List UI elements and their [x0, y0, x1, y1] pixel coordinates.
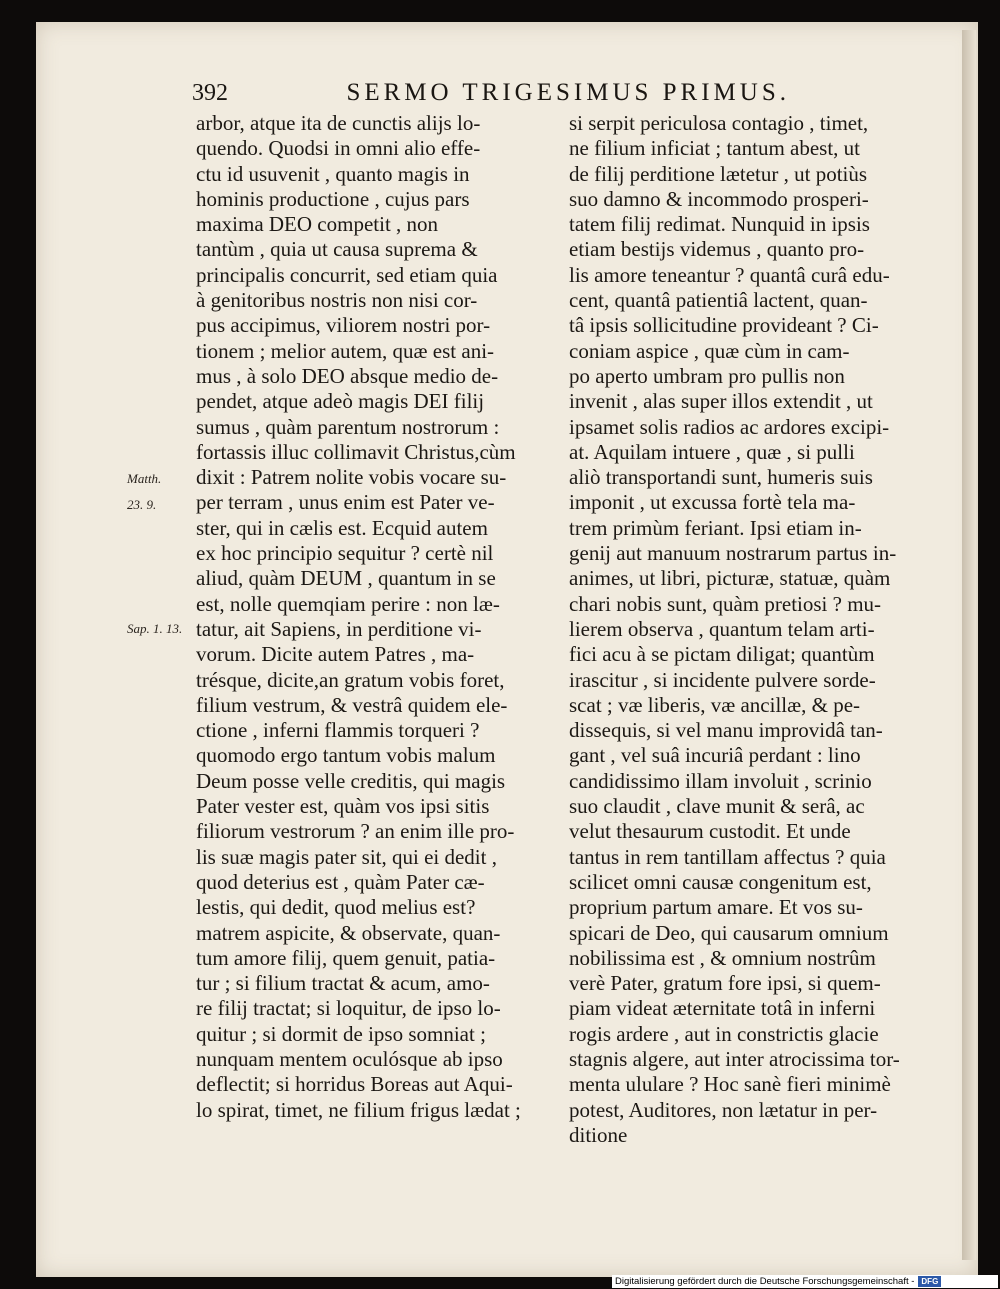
text-line: rogis ardere , aut in constrictis glacie [569, 1021, 879, 1046]
text-line: est, nolle quemqiam perire : non læ- [196, 591, 500, 616]
page-edge [962, 30, 976, 1260]
text-line: ctione , inferni flammis torqueri ? [196, 718, 480, 743]
text-line: quomodo ergo tantum vobis malum [196, 743, 496, 768]
text-line: ctu id usuvenit , quanto magis in [196, 161, 470, 186]
text-line: mus , à solo DEO absque medio de- [196, 363, 499, 388]
text-line: potest, Auditores, non lætatur in per- [569, 1097, 878, 1122]
text-line: tur ; si filium tractat & acum, amo- [196, 971, 490, 996]
text-line: gant , vel suâ incuriâ perdant : lino [569, 743, 861, 768]
text-line: lo spirat, timet, ne filium frigus lædat ; [196, 1097, 521, 1122]
text-line: Pater vester est, quàm vos ipsi sitis [196, 794, 490, 819]
text-line: aliò transportandi sunt, humeris suis [569, 465, 873, 490]
text-line: cent, quantâ patientiâ lactent, quan- [569, 288, 868, 313]
text-line: dixit : Patrem nolite vobis vocare su- [196, 465, 507, 490]
marginal-note: Matth. [127, 471, 162, 486]
text-line: matrem aspicite, & observate, quan- [196, 920, 501, 945]
text-line: candidissimo illam involuit , scrinio [569, 768, 872, 793]
text-line: nobilissima est , & omnium nostrûm [569, 945, 876, 970]
right-text-column [569, 111, 933, 1148]
text-line: pendet, atque adeò magis DEI filij [196, 389, 485, 414]
text-line: per terram , unus enim est Pater ve- [196, 490, 495, 515]
text-line: trem primùm feriant. Ipsi etiam in- [569, 515, 862, 540]
text-line: ipsamet solis radios ac ardores excipi- [569, 414, 890, 439]
text-line: lis suæ magis pater sit, qui ei dedit , [196, 844, 497, 869]
text-line: etiam bestijs videmus , quanto pro- [569, 237, 865, 262]
text-line: verè Pater, gratum fore ipsi, si quem- [569, 971, 881, 996]
text-line: piam videat æternitate totâ in inferni [569, 996, 876, 1021]
text-line: filium vestrum, & vestrâ quidem ele- [196, 692, 508, 717]
running-head: SERMO TRIGESIMUS PRIMUS. [346, 79, 790, 106]
text-line: scat ; væ liberis, væ ancillæ, & pe- [569, 692, 861, 717]
text-line: quitur ; si dormit de ipso somniat ; [196, 1021, 486, 1046]
text-line: fici acu à se pictam diligat; quantùm [569, 642, 875, 667]
text-line: nunquam mentem oculósque ab ipso [196, 1046, 503, 1071]
text-line: ex hoc principio sequitur ? certè nil [196, 541, 494, 566]
text-line: ne filium inficiat ; tantum abest, ut [569, 136, 861, 161]
text-line: coniam aspice , quæ cùm in cam- [569, 338, 850, 363]
text-line: stagnis algere, aut inter atrocissima tor- [569, 1046, 900, 1071]
text-line: genij aut manuum nostrarum partus in- [569, 541, 897, 566]
text-line: menta ululare ? Hoc sanè fieri minimè [569, 1072, 891, 1097]
credit-text: Digitalisierung gefördert durch die Deutsche Forschungsgemeinschaft - [615, 1276, 915, 1287]
text-line: hominis productione , cujus pars [196, 186, 470, 211]
text-line: si serpit periculosa contagio , timet, [569, 111, 869, 135]
text-line: spicari de Deo, qui causarum omnium [569, 920, 889, 945]
page-header [192, 79, 790, 113]
text-line: invenit , alas super illos extendit , ut [569, 389, 873, 414]
text-line: scilicet omni causæ congenitum est, [569, 869, 872, 894]
text-line: principalis concurrit, sed etiam quia [196, 262, 498, 287]
text-line: Deum posse velle creditis, qui magis [196, 768, 506, 793]
text-line: filiorum vestrorum ? an enim ille pro- [196, 819, 515, 844]
text-line: ster, qui in cælis est. Ecquid autem [196, 515, 488, 540]
text-line: à genitoribus nostris non nisi cor- [196, 288, 478, 313]
text-line: suo damno & incommodo prosperi- [569, 186, 869, 211]
text-line: proprium partum amare. Et vos su- [569, 895, 863, 920]
text-line: quendo. Quodsi in omni alio effe- [196, 136, 481, 161]
text-line: velut thesaurum custodit. Et unde [569, 819, 851, 844]
text-line: tatur, ait Sapiens, in perditione vi- [196, 616, 482, 641]
text-line: maxima DEO competit , non [196, 212, 439, 237]
dfg-logo: DFG [918, 1276, 941, 1287]
text-line: ditione [569, 1122, 628, 1147]
text-line: re filij tractat; si loquitur, de ipso lo- [196, 996, 501, 1021]
text-line: lis amore teneantur ? quantâ curâ edu- [569, 262, 890, 287]
text-line: tantus in rem tantillam affectus ? quia [569, 844, 886, 869]
text-line: fortassis illuc collimavit Christus,cùm [196, 439, 516, 464]
text-line: pus accipimus, viliorem nostri por- [196, 313, 491, 338]
left-text-column [196, 111, 562, 1123]
text-line: at. Aquilam intuere , quæ , si pulli [569, 439, 855, 464]
text-line: de filij perditione lætetur , ut potiùs [569, 161, 868, 186]
text-line: imponit , ut excussa fortè tela ma- [569, 490, 856, 515]
text-line: trésque, dicite,an gratum vobis foret, [196, 667, 505, 692]
text-line: chari nobis sunt, quàm pretiosi ? mu- [569, 591, 882, 616]
text-line: dissequis, si vel manu improvidâ tan- [569, 718, 883, 743]
text-line: lestis, qui dedit, quod melius est? [196, 895, 476, 920]
text-line: tum amore filij, quem genuit, patia- [196, 945, 496, 970]
text-line: irascitur , si incidente pulvere sorde- [569, 667, 876, 692]
text-line: sumus , quàm parentum nostrorum : [196, 414, 500, 439]
text-line: quod deterius est , quàm Pater cæ- [196, 869, 485, 894]
text-line: po aperto umbram pro pullis non [569, 363, 845, 388]
text-line: suo claudit , clave munit & serâ, ac [569, 794, 865, 819]
text-line: vorum. Dicite autem Patres , ma- [196, 642, 475, 667]
text-line: aliud, quàm DEUM , quantum in se [196, 566, 496, 591]
digitization-credit [612, 1275, 998, 1288]
text-line: arbor, atque ita de cunctis alijs lo- [196, 111, 481, 135]
text-line: lierem observa , quantum telam arti- [569, 616, 875, 641]
text-line: tatem filij redimat. Nunquid in ipsis [569, 212, 870, 237]
text-line: deflectit; si horridus Boreas aut Aqui- [196, 1072, 513, 1097]
text-line: tâ ipsis sollicitudine provideant ? Ci- [569, 313, 879, 338]
text-line: tionem ; melior autem, quæ est ani- [196, 338, 495, 363]
marginal-note: 23. 9. [127, 497, 157, 512]
marginal-note: Sap. 1. 13. [127, 621, 183, 636]
text-line: animes, ut libri, picturæ, statuæ, quàm [569, 566, 891, 591]
page-number: 392 [192, 80, 228, 106]
text-line: tantùm , quia ut causa suprema & [196, 237, 478, 262]
